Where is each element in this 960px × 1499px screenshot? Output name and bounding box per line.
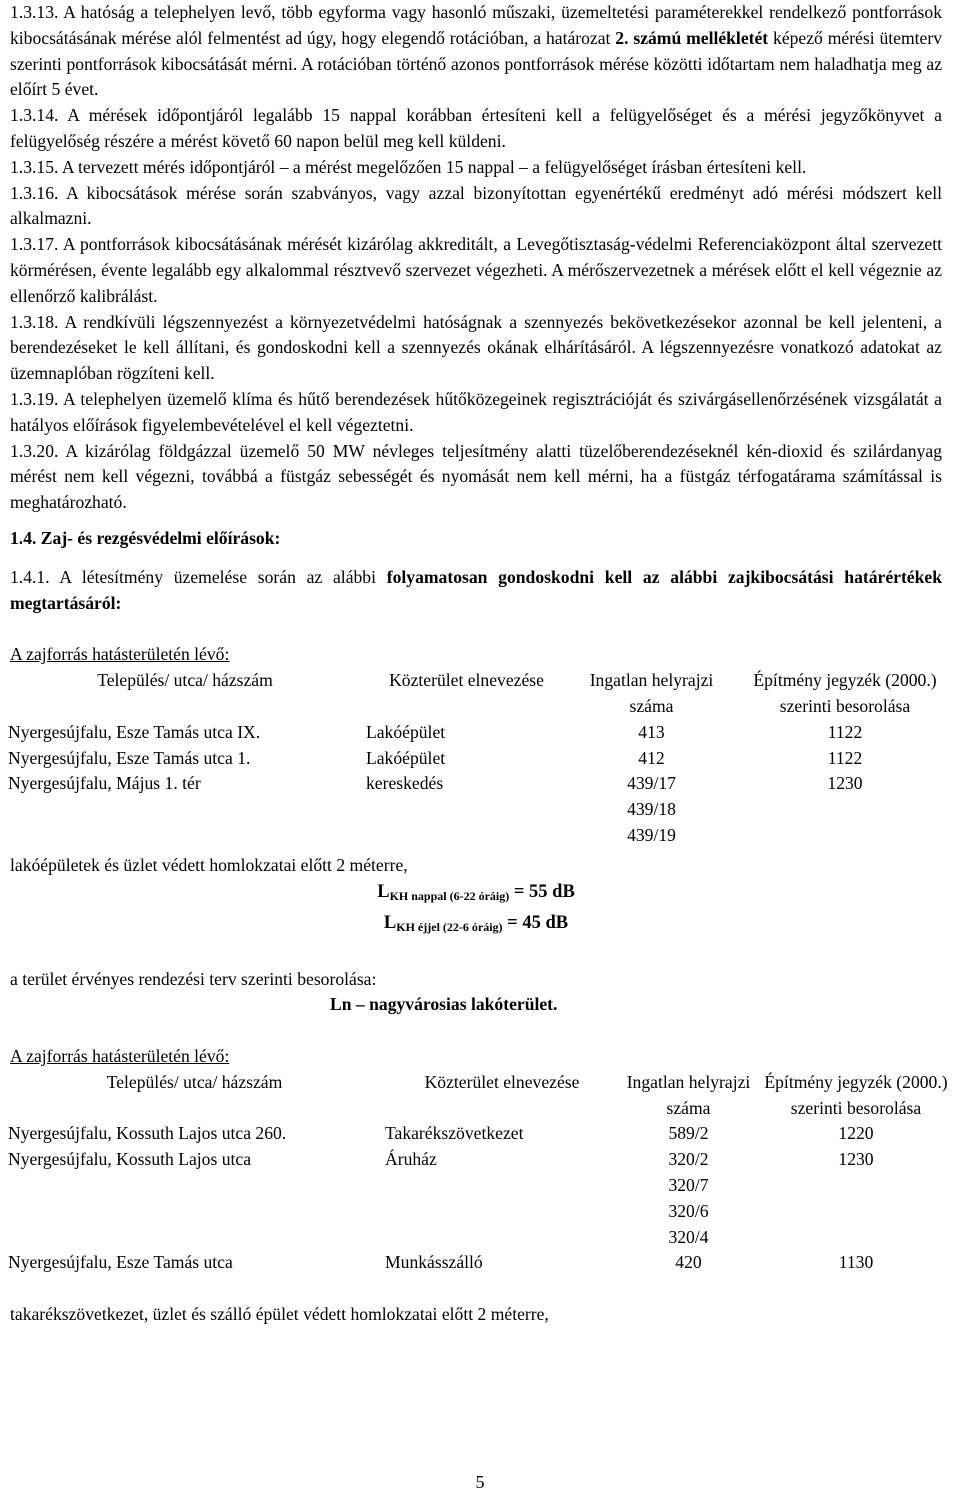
paragraph-1-3-15: [10, 155, 942, 181]
paragraph-1-3-13: [10, 0, 942, 103]
paragraph-1-4-1: [10, 565, 942, 617]
table-cell: 1122: [827, 747, 863, 768]
document-page: [8, 0, 948, 1328]
table-header-cell: Közterület elnevezése: [389, 670, 544, 691]
paragraph-number: 1.3.18.: [10, 311, 59, 332]
table-cell: Lakóépület: [366, 747, 446, 768]
night-limit-formula: [10, 910, 942, 941]
table-header-cell: Ingatlan helyrajzi száma: [626, 1071, 751, 1118]
formula-value: = 45 dB: [507, 912, 569, 933]
table-cell: Munkásszálló: [385, 1252, 483, 1273]
table-cell: 1220: [838, 1123, 874, 1144]
table-cell: 413: [638, 721, 665, 742]
paragraph-text: A létesítmény üzemelése során az alábbi: [59, 566, 376, 587]
table-row: [6, 1147, 956, 1250]
paragraph-1-3-16: [10, 181, 942, 233]
paragraph-bold-text: 2. számú mellékletét: [615, 27, 769, 48]
table-cell: Áruház: [385, 1149, 437, 1170]
formula-subscript: KH nappal (6-22 óráig): [389, 888, 510, 903]
table-header-cell: Ingatlan helyrajzi száma: [589, 670, 714, 716]
table-row: [6, 720, 956, 746]
table-header-cell: Építmény jegyzék (2000.) szerinti besorolása: [764, 1071, 948, 1118]
paragraph-number: 1.3.15.: [10, 156, 59, 177]
table-cell: 439/17 439/18 439/19: [627, 773, 676, 845]
table-cell: 420: [675, 1252, 702, 1273]
paragraph-number: 1.3.13.: [10, 2, 59, 22]
table-cell: Nyergesújfalu, Esze Tamás utca IX.: [8, 721, 261, 742]
table1-caption: A zajforrás hatásterületén lévő:: [10, 644, 230, 665]
paragraph-text: A kizárólag földgázzal üzemelő 50 MW névleges teljesítmény alatti tüzelőberendezéseknél kén-dioxid és szilárdanyag mérést nem kell végezni, továbbá a füstgáz sebességét és nyomását nem kell mérni, ha a füstgáz térfogatárama számítással is meghatározható.: [10, 440, 942, 513]
receptor-table-1: [6, 668, 956, 849]
closing-text: takarékszövetkezet, üzlet és szálló épület védett homlokzatai előtt 2 méterre,: [10, 1304, 549, 1325]
paragraph-number: 1.3.16.: [10, 182, 59, 203]
table-header-row: [6, 668, 956, 720]
formula-subscript: KH éjjel (22-6 óráig): [396, 919, 503, 934]
zoning-value: Ln – nagyvárosias lakóterület.: [330, 994, 558, 1015]
table-cell: kereskedés: [366, 773, 444, 794]
receptor-table-2: [6, 1070, 956, 1276]
paragraph-text: képező mérési ütemterv szerinti pontforrások kibocsátását mérni. A rotációban történő azonos pontforrások mérése közötti időtartam nem haladhatja meg az előírt 5 évet.: [10, 27, 942, 100]
table-header-cell: Építmény jegyzék (2000.) szerinti besorolása: [753, 670, 937, 716]
paragraph-number: 1.3.17.: [10, 234, 59, 255]
table-row: [6, 746, 956, 772]
section-heading: 1.4. Zaj- és rezgésvédelmi előírások:: [10, 527, 281, 548]
paragraph-number: 1.3.19.: [10, 388, 59, 409]
paragraph-bold-text: folyamatosan gondoskodni kell az alábbi zajkibocsátási határértékek megtartásáról:: [10, 566, 942, 613]
paragraph-1-3-20: [10, 439, 942, 516]
zoning-intro: a terület érvényes rendezési terv szerinti besorolása:: [10, 968, 377, 989]
table-cell: 1130: [838, 1252, 874, 1273]
table-cell: Nyergesújfalu, Esze Tamás utca: [8, 1252, 233, 1273]
table2-caption: A zajforrás hatásterületén lévő:: [10, 1046, 230, 1067]
formula-symbol: L: [377, 881, 390, 902]
table-cell: 320/2 320/7 320/6 320/4: [668, 1149, 709, 1247]
formula-symbol: L: [383, 912, 397, 933]
day-limit-formula: [10, 879, 942, 910]
table-cell: 1230: [827, 773, 863, 794]
table-cell: Lakóépület: [366, 721, 446, 742]
table-cell: Takarékszövetkezet: [385, 1123, 524, 1144]
table-row: [6, 771, 956, 848]
paragraph-text: A tervezett mérés időpontjáról – a mérést megelőzően 15 nappal – a felügyelőséget írásban értesíteni kell.: [61, 156, 807, 177]
limits-intro: lakóépületek és üzlet védett homlokzatai előtt 2 méterre,: [10, 854, 408, 875]
table-header-cell: Település/ utca/ házszám: [106, 1071, 283, 1092]
paragraph-1-3-14: [10, 103, 942, 155]
paragraph-number: 1.4.1.: [10, 566, 50, 587]
table-cell: Nyergesújfalu, Esze Tamás utca 1.: [8, 747, 251, 768]
paragraph-1-3-18: [10, 310, 942, 387]
paragraph-number: 1.3.14.: [10, 105, 59, 126]
paragraph-text: A mérések időpontjáról legalább 15 nappal korábban értesíteni kell a felügyelőséget és a mérési jegyzőkönyvet a felügyelőség részére a mérést követő 60 napon belül meg kell küldeni.: [10, 105, 942, 151]
table-header-row: [6, 1070, 956, 1122]
paragraph-text: A hatóság a telephelyen levő, több egyforma vagy hasonló műszaki, üzemeltetési paraméterekkel rendelkező pontforrások kibocsátásának mérése alól felmentést ad úgy, hogy elegendő rotációban, a határozat: [10, 2, 942, 48]
table-cell: Nyergesújfalu, Május 1. tér: [8, 773, 201, 794]
paragraph-text: A telephelyen üzemelő klíma és hűtő berendezések hűtőközegeinek regisztrációját és szivárgásellenőrzésének vizsgálatát a hatályos előírások figyelembevételével el kell végeztetni.: [10, 388, 942, 435]
table-cell: Nyergesújfalu, Kossuth Lajos utca 260.: [8, 1123, 287, 1144]
table-row: [6, 1250, 956, 1276]
paragraph-1-3-19: [10, 387, 942, 439]
table-cell: 1230: [838, 1149, 874, 1170]
paragraph-number: 1.3.20.: [10, 440, 59, 461]
table-cell: 589/2: [668, 1123, 709, 1144]
paragraph-1-3-17: [10, 232, 942, 309]
table-cell: 1122: [827, 721, 863, 742]
paragraph-text: A rendkívüli légszennyezést a környezetvédelmi hatóságnak a szennyezés bekövetkezésekor azonnal be kell jelenteni, a berendezéseket le kell állítani, és gondoskodni kell a szennyezés okának elhárításáról. A légszennyezésre vonatkozó adatokat az üzemnaplóban rögzíteni kell.: [10, 311, 942, 384]
page-number: 5: [475, 1472, 485, 1492]
table-header-cell: Közterület elnevezése: [424, 1071, 580, 1092]
table-cell: Nyergesújfalu, Kossuth Lajos utca: [8, 1149, 252, 1170]
table-header-cell: Település/ utca/ házszám: [97, 670, 273, 691]
formula-value: = 55 dB: [513, 881, 575, 902]
paragraph-text: A kibocsátások mérése során szabványos, vagy azzal bizonyítottan egyenértékű eredményt adó mérési módszert kell alkalmazni.: [10, 182, 942, 229]
table-row: [6, 1121, 956, 1147]
table-cell: 412: [638, 747, 665, 768]
paragraph-text: A pontforrások kibocsátásának mérését kizárólag akkreditált, a Levegőtisztaság-védelmi Referenciaközpont által szervezett körmérésen, évente legalább egy alkalommal résztvevő szervezet végezheti. A mérőszervezetnek a mérések előtt el kell végeznie az ellenőrző kalibrálást.: [10, 234, 942, 306]
